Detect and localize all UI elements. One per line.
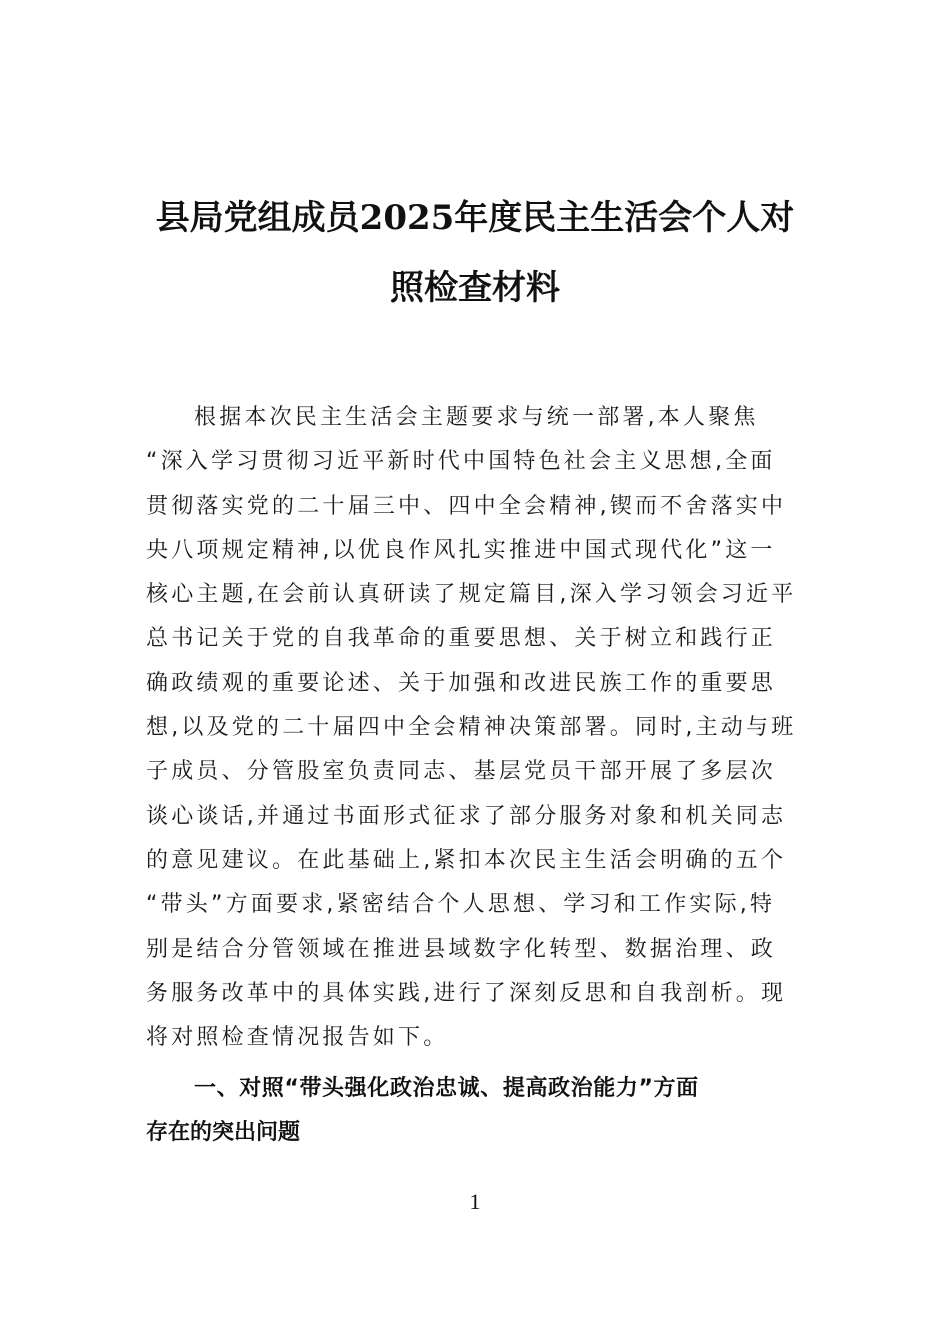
paragraph-line: 的意见建议。在此基础上,紧扣本次民主生活会明确的五个 [146, 847, 787, 873]
paragraph-line: 想,以及党的二十届四中全会精神决策部署。同时,主动与班 [146, 715, 797, 741]
paragraph-line: 总书记关于党的自我革命的重要思想、关于树立和践行正 [146, 626, 777, 652]
paragraph-line: 根据本次民主生活会主题要求与统一部署,本人聚焦 [194, 405, 759, 430]
paragraph-line: 别是结合分管领域在推进县域数字化转型、数据治理、政 [146, 936, 777, 962]
paragraph-line: 子成员、分管股室负责同志、基层党员干部开展了多层次 [146, 759, 777, 785]
intro-paragraph [146, 396, 806, 1060]
paragraph-line: “深入学习贯彻习近平新时代中国特色社会主义思想,全面 [146, 449, 776, 475]
section-heading-line-2: 存在的突出问题 [146, 1120, 301, 1145]
section-heading-line-1: 一、对照“带头强化政治忠诚、提高政治能力”方面 [194, 1076, 699, 1101]
paragraph-line: “带头”方面要求,紧密结合个人思想、学习和工作实际,特 [146, 892, 776, 918]
paragraph-line: 贯彻落实党的二十届三中、四中全会精神,锲而不舍落实中 [146, 493, 787, 519]
paragraph-line: 务服务改革中的具体实践,进行了深刻反思和自我剖析。现 [146, 980, 787, 1006]
paragraph-line: 央八项规定精神,以优良作风扎实推进中国式现代化”这一 [146, 537, 776, 563]
paragraph-line: 谈心谈话,并通过书面形式征求了部分服务对象和机关同志 [146, 803, 787, 829]
paragraph-line: 核心主题,在会前认真研读了规定篇目,深入学习领会习近平 [146, 582, 797, 608]
section-heading [146, 1067, 806, 1155]
page-number: 1 [469, 1189, 481, 1214]
paragraph-line: 将对照检查情况报告如下。 [146, 1025, 449, 1051]
document-title-line-1: 县局党组成员2025年度民主生活会个人对 [155, 198, 795, 238]
document-title-line-2: 照检查材料 [390, 268, 560, 308]
paragraph-line: 确政绩观的重要论述、关于加强和改进民族工作的重要思 [146, 670, 777, 696]
